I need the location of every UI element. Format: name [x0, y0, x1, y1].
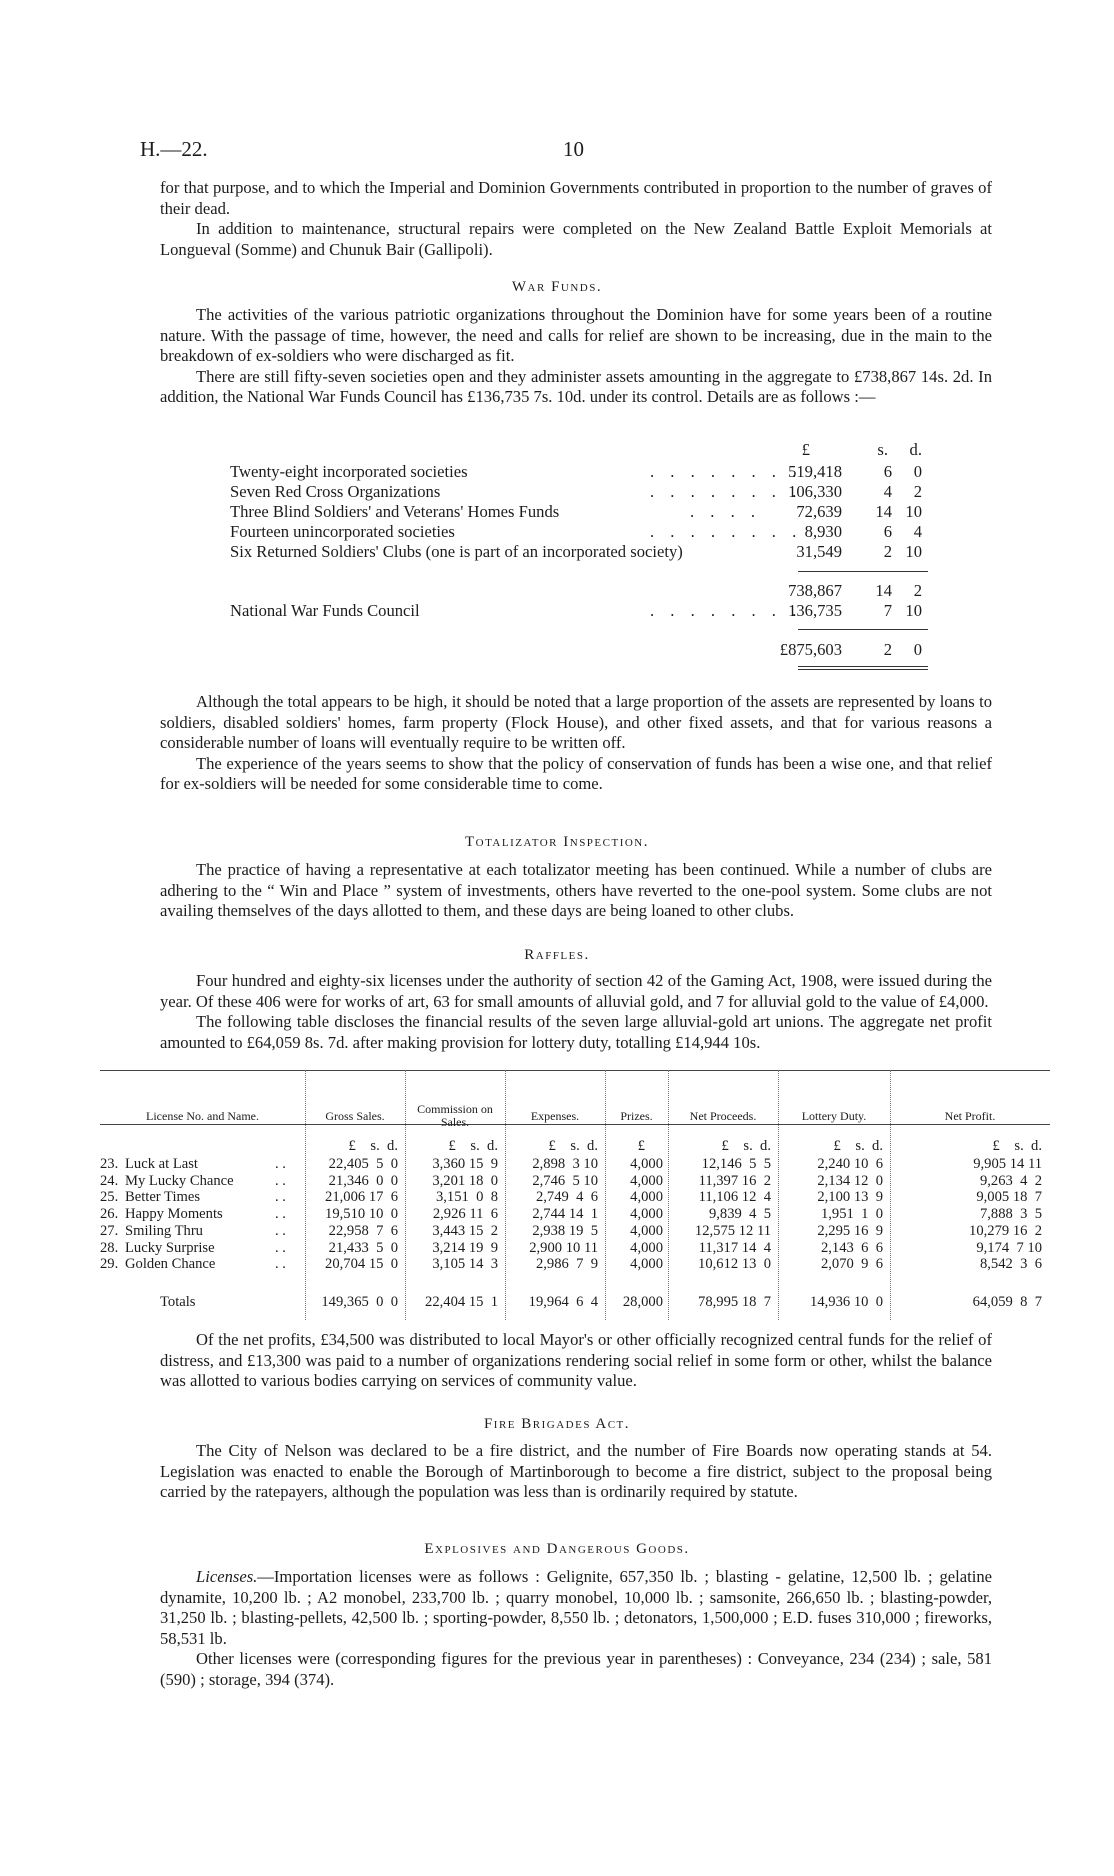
- asset-pence: 10: [905, 502, 922, 521]
- row-commission: 3,105 14 3: [432, 1256, 498, 1273]
- row-gross: 21,346 0 0: [328, 1172, 398, 1189]
- war-funds-intro: [160, 305, 992, 408]
- row-profit: 9,263 4 2: [979, 1172, 1042, 1189]
- war-funds-paragraph-3: Although the total appears to be high, it should be noted that a large proportion of the assets are represented by loans to soldiers, disabled soldiers' homes, farm property (Flock House), and other fixed assets, and that for various reasons a considerable number of loans will eventually require to be written off.: [160, 692, 992, 753]
- row-duty: 2,134 12 0: [817, 1172, 883, 1189]
- row-prizes: 4,000: [630, 1189, 663, 1206]
- asset-shillings: 6: [883, 522, 892, 541]
- leader-dots: . . . . . . . .: [650, 522, 803, 541]
- row-license-no: 24.: [100, 1172, 119, 1189]
- fire-brigades-paragraph: The City of Nelson was declared to be a fire district, and the number of Fire Boards now operating stands at 54. Legislation was enacted to enable the Borough of Martinborough to become a fire district, subject to the proposal being carried by the ratepayers, although the population was less than is ordinarily required by statute.: [160, 1441, 992, 1502]
- row-net-proceeds: 12,146 5 5: [701, 1156, 771, 1172]
- col-head-expenses: Expenses.: [530, 1109, 580, 1123]
- explosives-section: [160, 1567, 992, 1691]
- row-profit: 10,279 16 2: [969, 1222, 1042, 1239]
- table-top-rule: [100, 1070, 1050, 1071]
- raffles-paragraph-2: The following table discloses the financial results of the seven large alluvial-gold art unions. The aggregate net profit amounted to £64,059 8s. 7d. after making provision for lottery duty, totalling £14,944 10s.: [160, 1012, 992, 1052]
- unit-net-proceeds: £ s. d.: [721, 1138, 771, 1154]
- totals-expenses: 19,964 6 4: [528, 1294, 598, 1310]
- total-pence: 0: [913, 640, 922, 659]
- asset-label: Three Blind Soldiers' and Veterans' Homes Funds: [230, 502, 560, 521]
- intro-paragraph-2: In addition to maintenance, structural repairs were completed on the New Zealand Battle Exploit Memorials at Longueval (Somme) and Chunuk Bair (Gallipoli).: [160, 219, 992, 259]
- row-commission: 2,926 11 6: [432, 1206, 498, 1223]
- row-name: Lucky Surprise: [125, 1239, 215, 1256]
- asset-pence: 2: [913, 482, 922, 501]
- col-head-duty: Lottery Duty.: [801, 1109, 867, 1123]
- subtotal-rule: [798, 571, 928, 572]
- row-name: Better Times: [125, 1189, 201, 1206]
- row-net-proceeds: 10,612 13 0: [698, 1256, 771, 1273]
- row-duty: 2,240 10 6: [817, 1156, 883, 1172]
- row-profit: 9,174 7 10: [976, 1239, 1042, 1256]
- leader-dots: . .: [275, 1156, 286, 1172]
- row-net-proceeds: 12,575 12 11: [694, 1222, 771, 1239]
- row-expenses: 2,749 4 6: [535, 1189, 598, 1206]
- unit-profit: £ s. d.: [992, 1138, 1042, 1154]
- row-commission: 3,360 15 9: [432, 1156, 498, 1172]
- row-net-proceeds: 9,839 4 5: [708, 1206, 771, 1223]
- row-duty: 1,951 1 0: [820, 1206, 883, 1223]
- leader-dots: . . . . . . . .: [650, 482, 803, 501]
- row-net-proceeds: 11,397 16 2: [698, 1172, 771, 1189]
- unit-gross: £ s. d.: [348, 1138, 398, 1154]
- row-gross: 20,704 15 0: [325, 1256, 398, 1273]
- pounds-head: £: [801, 440, 810, 459]
- war-funds-paragraph-2: There are still fifty-seven societies open and they administer assets amounting in the aggregate to £738,867 14s. 2d. In addition, the National War Funds Council has £136,735 7s. 10d. under its control. Details are as follows :—: [160, 366, 992, 407]
- subtotal-pence: 2: [913, 581, 922, 600]
- asset-pounds: 106,330: [788, 482, 842, 501]
- row-license-no: 26.: [100, 1206, 119, 1223]
- unit-commission: £ s. d.: [448, 1138, 498, 1154]
- asset-shillings: 14: [875, 502, 892, 521]
- asset-label: Seven Red Cross Organizations: [230, 482, 441, 501]
- totalizator-section: [160, 860, 992, 922]
- row-name: Luck at Last: [125, 1156, 198, 1172]
- leader-dots: . .: [275, 1172, 286, 1189]
- row-prizes: 4,000: [630, 1172, 663, 1189]
- report-code: H.—22.: [140, 137, 208, 161]
- unit-prizes: £: [637, 1138, 645, 1154]
- subtotal-shillings: 14: [875, 581, 892, 600]
- page-number: 10: [563, 137, 584, 161]
- totals-profit: 64,059 8 7: [972, 1294, 1042, 1310]
- assets-item: [230, 542, 930, 562]
- row-gross: 22,958 7 6: [328, 1222, 398, 1239]
- row-license-no: 25.: [100, 1189, 119, 1206]
- row-prizes: 4,000: [630, 1256, 663, 1273]
- asset-pence: 0: [913, 462, 922, 481]
- explosives-other-paragraph: Other licenses were (corresponding figures for the previous year in parentheses) : Conveyance, 234 (234) ; sale, 581 (590) ; storage, 394 (374).: [160, 1649, 992, 1689]
- row-name: Happy Moments: [125, 1206, 223, 1223]
- licenses-label: Licenses.: [196, 1567, 258, 1586]
- row-prizes: 4,000: [630, 1239, 663, 1256]
- shillings-head: s.: [877, 440, 888, 459]
- row-commission: 3,151 0 8: [435, 1189, 498, 1206]
- row-profit: 9,005 18 7: [976, 1189, 1042, 1206]
- leader-dots: . . . . . . . .: [650, 601, 803, 620]
- asset-label: Fourteen unincorporated societies: [230, 522, 455, 541]
- col-head-prizes: Prizes.: [620, 1109, 653, 1123]
- row-gross: 19,510 10 0: [325, 1206, 398, 1223]
- row-gross: 22,405 5 0: [328, 1156, 398, 1172]
- totals-net-proceeds: 78,995 18 7: [698, 1294, 771, 1310]
- row-license-no: 28.: [100, 1239, 119, 1256]
- asset-label: Six Returned Soldiers' Clubs (one is part of an incorporated society): [230, 542, 683, 561]
- double-rule-top: [798, 666, 928, 667]
- explosives-heading: Explosives and Dangerous Goods.: [424, 1541, 690, 1557]
- row-commission: 3,443 15 2: [432, 1222, 498, 1239]
- intro-section: [160, 178, 992, 260]
- totalizator-heading: Totalizator Inspection.: [464, 834, 650, 850]
- council-shillings: 7: [883, 601, 892, 620]
- totals-commission: 22,404 15 1: [425, 1294, 498, 1310]
- raffles-paragraph-1: Four hundred and eighty-six licenses under the authority of section 42 of the Gaming Act, 1908, were issued during the year. Of these 406 were for works of art, 63 for small amounts of alluvial gold, and 7 for alluvial gold to the value of £4,000.: [160, 971, 992, 1011]
- asset-pounds: 31,549: [796, 542, 842, 561]
- row-expenses: 2,744 14 1: [532, 1206, 598, 1223]
- unit-expenses: £ s. d.: [548, 1138, 598, 1154]
- row-expenses: 2,938 19 5: [532, 1222, 598, 1239]
- council-label: National War Funds Council: [230, 601, 420, 620]
- assets-column-heads: [230, 440, 930, 460]
- row-duty: 2,143 6 6: [820, 1239, 883, 1256]
- raffles-section: [160, 971, 992, 1053]
- row-profit: 8,542 3 6: [979, 1256, 1042, 1273]
- leader-dots: . .: [275, 1189, 286, 1206]
- row-license-no: 23.: [100, 1156, 119, 1172]
- leader-dots: . . . .: [690, 502, 762, 521]
- col-head-gross: Gross Sales.: [325, 1109, 385, 1123]
- leader-dots: . .: [275, 1239, 286, 1256]
- col-head-license: License No. and Name.: [146, 1109, 259, 1123]
- row-commission: 3,214 19 9: [432, 1239, 498, 1256]
- row-license-no: 27.: [100, 1222, 119, 1239]
- row-profit: 7,888 3 5: [979, 1206, 1042, 1223]
- assets-item: [230, 502, 930, 522]
- subtotal-pounds: 738,867: [788, 581, 842, 600]
- fire-brigades-section: [160, 1441, 992, 1503]
- assets-item: [230, 462, 930, 482]
- row-duty: 2,070 9 6: [820, 1256, 883, 1273]
- unit-duty: £ s. d.: [833, 1138, 883, 1154]
- row-net-proceeds: 11,317 14 4: [698, 1239, 771, 1256]
- total-rule: [798, 629, 928, 630]
- war-funds-closing: [160, 692, 992, 795]
- total-pounds: £875,603: [779, 640, 842, 659]
- assets-item: [230, 482, 930, 502]
- row-prizes: 4,000: [630, 1222, 663, 1239]
- row-prizes: 4,000: [630, 1206, 663, 1223]
- col-head-profit: Net Profit.: [944, 1109, 996, 1123]
- asset-shillings: 6: [883, 462, 892, 481]
- row-name: Golden Chance: [125, 1256, 216, 1273]
- row-expenses: 2,898 3 10: [532, 1156, 598, 1172]
- war-funds-paragraph-1: The activities of the various patriotic organizations throughout the Dominion have for some years been of a routine nature. With the passage of time, however, the need and calls for relief are shown to be increasing, due in the main to the breakdown of ex-soldiers who were discharged as fit.: [160, 305, 992, 366]
- table-head-rule: [100, 1124, 1050, 1125]
- totals-duty: 14,936 10 0: [810, 1294, 883, 1310]
- asset-shillings: 2: [883, 542, 892, 561]
- assets-grand-total: [230, 640, 930, 660]
- col-head-net-proceeds: Net Proceeds.: [689, 1109, 757, 1123]
- row-duty: 2,295 16 9: [817, 1222, 883, 1239]
- total-shillings: 2: [883, 640, 892, 659]
- row-gross: 21,006 17 6: [325, 1189, 398, 1206]
- row-name: My Lucky Chance: [125, 1172, 234, 1189]
- council-pounds: 136,735: [788, 601, 842, 620]
- row-profit: 9,905 14 11: [973, 1156, 1042, 1172]
- asset-shillings: 4: [883, 482, 892, 501]
- totals-gross: 149,365 0 0: [321, 1294, 398, 1310]
- net-profits-section: [160, 1330, 992, 1392]
- asset-pounds: 72,639: [796, 502, 842, 521]
- leader-dots: . .: [275, 1222, 286, 1239]
- assets-subtotal: [230, 581, 930, 601]
- raffles-heading: Raffles.: [524, 947, 590, 963]
- row-net-proceeds: 11,106 12 4: [698, 1189, 771, 1206]
- leader-dots: . .: [275, 1256, 286, 1273]
- row-duty: 2,100 13 9: [817, 1189, 883, 1206]
- leader-dots: . .: [275, 1206, 286, 1223]
- war-funds-paragraph-4: The experience of the years seems to show that the policy of conservation of funds has been a wise one, and that relief for ex-soldiers will be needed for some considerable time to come.: [160, 753, 992, 794]
- row-prizes: 4,000: [630, 1156, 663, 1172]
- asset-pounds: 519,418: [788, 462, 842, 481]
- asset-pence: 4: [913, 522, 922, 541]
- war-funds-heading: War Funds.: [511, 279, 603, 295]
- net-profits-paragraph: Of the net profits, £34,500 was distributed to local Mayor's or other officially recognized central funds for the relief of distress, and £13,300 was paid to a number of organizations rendering social relief in some form or other, whilst the balance was allotted to various bodies carrying on services of community value.: [160, 1330, 992, 1391]
- row-license-no: 29.: [100, 1256, 119, 1273]
- totals-prizes: 28,000: [622, 1294, 663, 1310]
- council-row: [230, 601, 930, 621]
- col-head-commission: Commission on Sales.: [417, 1102, 493, 1129]
- totalizator-paragraph: The practice of having a representative at each totalizator meeting has been continued. While a number of clubs are adhering to the “ Win and Place ” system of investments, others have reverted to the one-pool system. Some clubs are not availing themselves of the days allotted to them, and these days are being loaned to other clubs.: [160, 860, 992, 921]
- leader-dots: . . . . . . . .: [650, 462, 803, 481]
- row-gross: 21,433 5 0: [328, 1239, 398, 1256]
- explosives-licenses-paragraph: [160, 1567, 992, 1649]
- council-pence: 10: [905, 601, 922, 620]
- assets-item: [230, 522, 930, 542]
- intro-paragraph-1: for that purpose, and to which the Imperial and Dominion Governments contributed in proportion to the number of graves of their dead.: [160, 178, 992, 218]
- row-commission: 3,201 18 0: [432, 1172, 498, 1189]
- row-expenses: 2,900 10 11: [529, 1239, 598, 1256]
- pence-head: d.: [909, 440, 922, 459]
- licenses-text: —Importation licenses were as follows : Gelignite, 657,350 lb. ; blasting - gelatine, 12,500 lb. ; gelatine dynamite, 10,200 lb. ; A2 monobel, 233,700 lb. ; quarry monobel, 10,000 lb. ; samsonite, 266,650 lb. ; blasting-powder, 31,250 lb. ; blasting-pellets, 42,500 lb. ; sporting-powder, 8,550 lb. ; detonators, 1,500,000 ; E.D. fuses 310,000 ; fireworks, 58,531 lb.: [160, 1567, 992, 1648]
- row-expenses: 2,746 5 10: [532, 1172, 598, 1189]
- asset-label: Twenty-eight incorporated societies: [230, 462, 468, 481]
- asset-pence: 10: [905, 542, 922, 561]
- totals-label: Totals: [160, 1294, 196, 1310]
- double-rule-bottom: [798, 669, 928, 670]
- fire-brigades-heading: Fire Brigades Act.: [483, 1416, 631, 1432]
- row-name: Smiling Thru: [125, 1222, 203, 1239]
- asset-pounds: 8,930: [804, 522, 842, 541]
- row-expenses: 2,986 7 9: [535, 1256, 598, 1273]
